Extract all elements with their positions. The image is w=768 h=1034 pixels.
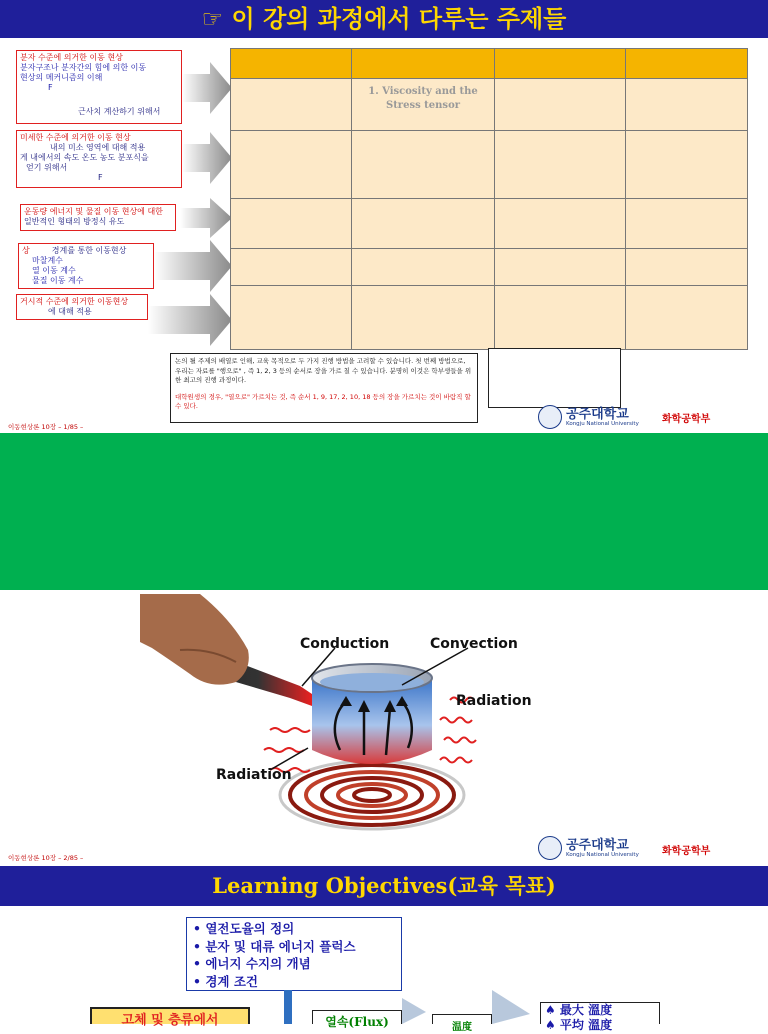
- university-logo: [538, 836, 639, 860]
- objective-item: • 에너지 수지의 개념: [193, 956, 311, 971]
- objective-item: • 분자 및 대류 에너지 플럭스: [193, 938, 356, 954]
- table-row: [231, 79, 748, 131]
- university-subname: Kongju National University: [566, 420, 639, 427]
- table-row: [231, 131, 748, 199]
- label-radiation-right: Radiation: [456, 693, 532, 709]
- box-text: 얻기 위해서: [26, 163, 68, 172]
- slide2-footer: 이동현상론 10장 – 2/85 –: [8, 854, 84, 862]
- box-text: 거시적 수준에 의거한 이동현상: [20, 297, 129, 306]
- slide1-footer: 이동현상론 10장 – 1/85 –: [8, 423, 84, 431]
- topic-box-interphase: [18, 243, 154, 289]
- table-header-cell: [231, 49, 352, 79]
- objective-item: • 열전도율의 정의: [193, 921, 295, 936]
- label-convection: Convection: [430, 636, 518, 652]
- department-label: 화학공학부: [662, 414, 711, 425]
- table-row: [231, 286, 748, 350]
- table-header-row: [231, 49, 748, 79]
- box-label: 열속(Flux): [325, 1015, 389, 1029]
- note-text: 논의 될 주제의 배열로 인해, 교육 목적으로 두 가지 진행 방법을 고려할 수 있습니다. 첫 번째 방법으로, 우리는 자료를 "행으로" , 즉 1, 2, 3 등의 순서로 장을 가르 칠 수 있습니다. 분명히 이것은 학부생들을 위한 최고의 진행 과정이다.: [175, 357, 472, 384]
- box-text: 상: [22, 246, 30, 255]
- box-temperature: [432, 1014, 492, 1033]
- table-cell: [495, 79, 626, 131]
- heat-transfer-illustration: [140, 590, 560, 830]
- university-subname: Kongju National University: [566, 851, 639, 858]
- arrow-shapes: [140, 48, 235, 348]
- department-label: 화학공학부: [662, 846, 711, 857]
- emblem-icon: [538, 836, 562, 860]
- box-text: 현상의 메커니즘의 이해: [20, 73, 103, 82]
- label-conduction: Conduction: [300, 636, 390, 652]
- arrow-shape: [154, 240, 232, 292]
- box-text: 일반적인 형태의 방정식 유도: [24, 217, 125, 226]
- box-label: 고체 및 층류에서: [121, 1013, 219, 1028]
- box-text: 게 내에서의 속도 온도 농도 분포식을: [20, 153, 149, 162]
- table-cell: [626, 79, 748, 131]
- objectives-box: [186, 917, 402, 991]
- box-text: 미세한 수준에 의거한 이동 현상: [20, 133, 131, 142]
- slide3-title: Learning Objectives(교육 목표): [0, 866, 768, 906]
- box-text: 물질 이동 계수: [32, 276, 84, 285]
- box-text: 분자구조나 분자간의 힘에 의한 이동: [20, 63, 147, 72]
- box-solid-laminar: [90, 1007, 250, 1028]
- table-header-cell: [352, 49, 495, 79]
- green-band: [0, 433, 768, 590]
- arrow-shape: [182, 62, 232, 114]
- arrow-shape: [182, 132, 232, 184]
- box-text: 내의 미소 영역에 대해 적용: [50, 143, 146, 152]
- slide1-title: ☞ 이 강의 과정에서 다루는 주제들: [0, 0, 768, 38]
- table-row: [231, 249, 748, 286]
- university-name: 공주대학교: [566, 837, 629, 853]
- university-logo: [538, 405, 639, 429]
- empty-box: [488, 348, 621, 408]
- box-text: 마찰계수: [32, 256, 63, 265]
- arrow-shape: [148, 294, 232, 346]
- box-text: 근사치 계산하기 위해서: [78, 107, 161, 116]
- box-text: 분자 수준에 의거한 이동 현상: [20, 53, 123, 62]
- box-flux: [312, 1010, 402, 1029]
- box-text: 열 이동 계수: [32, 266, 76, 275]
- emblem-icon: [538, 405, 562, 429]
- table-header-cell: [495, 49, 626, 79]
- box-label: ♠ 平均 溫度: [545, 1018, 613, 1032]
- box-text: 운동량 에너지 및 물질 이동 현상에 대한: [24, 207, 163, 216]
- arrow-shape: [180, 198, 232, 238]
- table-cell: [231, 79, 352, 131]
- box-max-avg-temp: [540, 1002, 660, 1032]
- topic-box-macroscopic: [16, 294, 148, 320]
- university-name: 공주대학교: [566, 406, 629, 422]
- objective-item: • 경계 조건: [193, 973, 258, 989]
- box-label: 温度: [452, 1022, 472, 1033]
- note-text-red: 대학원생의 경우, "열으로" 가르치는 것, 즉 순서 1, 9, 17, 2, 10, 18 등의 장을 가르치는 것이 바람직 할 수 있다.: [175, 392, 471, 410]
- progression-note: [170, 353, 478, 423]
- hand: [140, 594, 249, 685]
- box-label: ♠ 最大 溫度: [545, 1003, 613, 1017]
- table-cell-viscosity: 1. Viscosity and the Stress tensor: [352, 79, 495, 131]
- box-text: 에 대해 적용: [48, 307, 92, 316]
- topics-table: [230, 48, 748, 350]
- box-text: F: [48, 83, 53, 92]
- table-row: [231, 199, 748, 249]
- table-header-cell: [626, 49, 748, 79]
- box-text: 경계를 통한 이동현상: [51, 246, 127, 255]
- box-text: F: [98, 173, 103, 182]
- label-radiation-left: Radiation: [216, 767, 292, 783]
